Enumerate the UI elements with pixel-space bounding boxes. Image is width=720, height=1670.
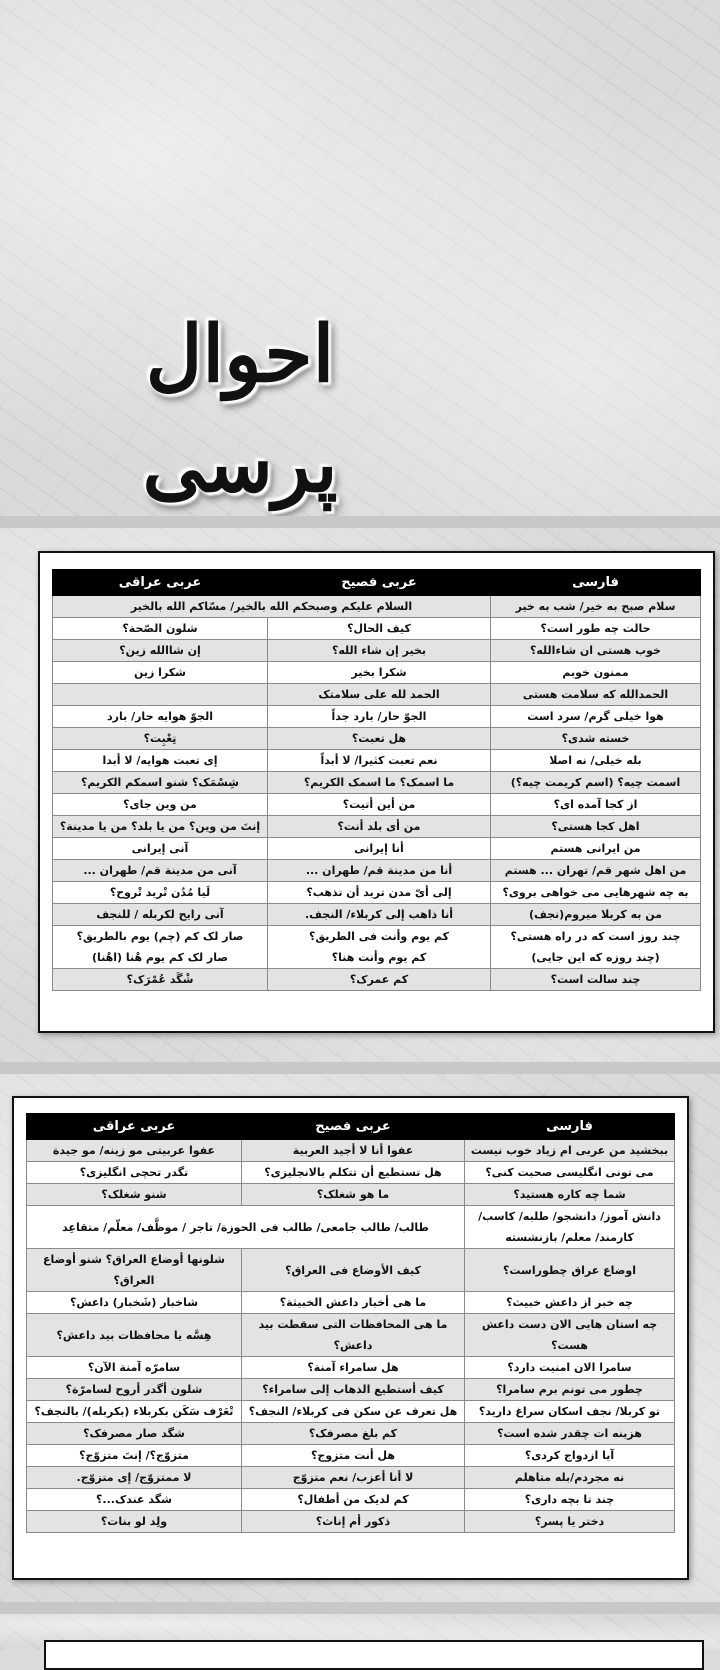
cell-iraqi: لا ممتزوّج/ إی متزوّج. [27,1467,242,1489]
cell-persian: الحمدالله که سلامت هستی [491,684,701,706]
cell-fusha: أنا ذاهب إلی کربلاء/ النجف. [268,904,491,926]
cell-persian: حالت چه طور است؟ [491,618,701,640]
cell-fusha: کیف الأوضاع فی العراق؟ [242,1249,465,1292]
cover-title: احوال پرسی [142,309,338,510]
cell-iraqi: شکرا زین [53,662,268,684]
cell-line: شلونها أوضاع العراق؟ شنو أوضاع [43,1253,225,1266]
cell-arabic-merged: طالب/ طالب جامعی/ طالب فی الحوزة/ تاجر / موظَّف/ معلّم/ متقاعِد [27,1206,465,1249]
table-row [27,1162,675,1184]
table-row [53,662,701,684]
cell-persian: خسته شدی؟ [491,728,701,750]
table-row [27,1292,675,1314]
table3-frame [44,1640,704,1670]
cell-persian: آیا ازدواج کردی؟ [465,1445,675,1467]
table-row [27,1445,675,1467]
cell-iraqi [53,684,268,706]
cell-fusha: ما هی المحافظات التی سقطت بید داعش؟ [242,1314,465,1357]
table-row [53,684,701,706]
cell-line: العراق؟ [113,1274,155,1287]
table-row [53,640,701,662]
cell-persian: چند سالت است؟ [491,969,701,991]
cell-fusha: ما اسمک؟ ما اسمک الکریم؟ [268,772,491,794]
header-fusha: عربی فصیح [268,570,491,596]
cell-iraqi: إنتَ من وین؟ من یا بلد؟ من یا مدینة؟ [53,816,268,838]
cell-iraqi: هِسَّه یا محافظات بید داعش؟ [27,1314,242,1357]
cell-line: هست؟ [551,1339,588,1352]
cell-persian [491,926,701,969]
cell-persian: خوب هستی ان شاءالله؟ [491,640,701,662]
table-row [53,596,701,618]
cell-fusha: شکرا بخیر [268,662,491,684]
cell-persian: دختر یا پسر؟ [465,1511,675,1533]
table-row [53,969,701,991]
table-row [27,1140,675,1162]
header-persian: فارسی [465,1114,675,1140]
cell-fusha: نعم تعبت کثیرا/ لا أبداً [268,750,491,772]
table-row [53,882,701,904]
cell-line: صار لک کم (چم) یوم بالطریق؟ [76,930,244,943]
cell-persian: بله خیلی/ نه اصلا [491,750,701,772]
table-row [53,728,701,750]
cell-iraqi: آنی رایح لکربله / للنجف [53,904,268,926]
cell-iraqi: إن شاالله زین؟ [53,640,268,662]
cell-iraqi [53,926,268,969]
cell-persian: می تونی انگلیسی صحبت کنی؟ [465,1162,675,1184]
table-row [53,860,701,882]
cell-persian: من ایرانی هستم [491,838,701,860]
cell-iraqi: آنی إیرانی [53,838,268,860]
cell-fusha: هل تستطیع أن تتکلم بالانجلیزی؟ [242,1162,465,1184]
cell-line: چند روز است که در راه هستی؟ [510,930,681,943]
cell-fusha: کم عمرک؟ [268,969,491,991]
table-row [27,1489,675,1511]
table-row [53,750,701,772]
cell-fusha: أنا إیرانی [268,838,491,860]
cell-fusha: من أی بلد أنت؟ [268,816,491,838]
header-fusha: عربی فصیح [242,1114,465,1140]
cell-line: دانش آموز/ دانشجو/ طلبه/ کاسب/ [478,1210,661,1223]
cell-fusha: هل أنت متزوج؟ [242,1445,465,1467]
cell-iraqi: تْعَرْف سَکَن بکربلاء (بکربله)/ بالنجف؟ [27,1401,242,1423]
cell-fusha: من أین أتیت؟ [268,794,491,816]
cell-persian: شما چه کاره هستید؟ [465,1184,675,1206]
table-row [53,706,701,728]
cell-fusha: ما هی أخبار داعش الخبیثة؟ [242,1292,465,1314]
greetings-table-2 [26,1113,675,1533]
cell-persian [465,1314,675,1357]
cell-fusha: ما هو شغلک؟ [242,1184,465,1206]
cell-iraqi: شنو شغلک؟ [27,1184,242,1206]
table-row [53,772,701,794]
cell-persian: تو کربلا/ نجف اسکان سراغ دارید؟ [465,1401,675,1423]
cell-iraqi: تگدر تحچی انگلیزی؟ [27,1162,242,1184]
cell-line: کم یوم وأنت فی الطریق؟ [308,930,450,943]
cell-fusha: عفوا أنا لا أجید العربیة [242,1140,465,1162]
cell-fusha: هل تعبت؟ [268,728,491,750]
cell-line: کارمند/ معلم/ بازنشسته [505,1231,634,1244]
table-row [53,904,701,926]
table-row [27,1467,675,1489]
cell-fusha: أنا من مدینة قم/ طهران ... [268,860,491,882]
header-iraqi: عربی عراقی [27,1114,242,1140]
cell-fusha: کیف أستطیع الذهاب إلی سامراء؟ [242,1379,465,1401]
table-row [53,838,701,860]
cell-persian: چند تا بچه داری؟ [465,1489,675,1511]
table-row [27,1379,675,1401]
cell-persian: هوا خیلی گرم/ سرد است [491,706,701,728]
page-separator [0,1062,720,1074]
cell-fusha: کیف الحال؟ [268,618,491,640]
cell-iraqi: شِسْمَک؟ شنو اسمکم الکریم؟ [53,772,268,794]
cell-persian: ببخشید من عربی ام زیاد خوب نیست [465,1140,675,1162]
cell-iraqi: لَیا مُدُن تْرید تْروح؟ [53,882,268,904]
cell-arabic-merged: السلام علیکم وصبحکم الله بالخیر/ مسّاکم الله بالخیر [53,596,491,618]
header-persian: فارسی [491,570,701,596]
greetings-table-1 [52,569,701,991]
cell-iraqi: شگد عندک...؟ [27,1489,242,1511]
cell-fusha: إلی أیّ مدن ترید أن تذهب؟ [268,882,491,904]
cell-line: صار لک کم یوم هْنا (اهْنا) [91,951,229,964]
cell-fusha: لا أنا أعزب/ نعم متزوّج [242,1467,465,1489]
cell-fusha: کم بلغ مصرفک؟ [242,1423,465,1445]
cell-persian: من اهل شهر قم/ تهران ... هستم [491,860,701,882]
cell-persian: ممنون خوبم [491,662,701,684]
table-row [53,618,701,640]
cell-persian: هزینه ات چقدر شده است؟ [465,1423,675,1445]
cell-iraqi: شگد صار مصرفک؟ [27,1423,242,1445]
table-row [53,816,701,838]
cell-iraqi: عفوا عربیتی مو زینه/ مو جیدة [27,1140,242,1162]
table-row [27,1184,675,1206]
header-iraqi: عربی عراقی [53,570,268,596]
cell-fusha [268,926,491,969]
cell-iraqi: متزوّج؟/ إنتَ متزوّج؟ [27,1445,242,1467]
cell-iraqi: شْگَد عُمْرَک؟ [53,969,268,991]
table-row [27,1314,675,1357]
cell-persian: نه مجردم/بله متاهلم [465,1467,675,1489]
table-row [27,1206,675,1249]
cell-persian: اسمت چیه؟ (اسم کریمت چیه؟) [491,772,701,794]
table-row [27,1249,675,1292]
cell-line: چه استان هایی الان دست داعش [481,1318,658,1331]
cell-persian: اوضاع عراق چطوراست؟ [465,1249,675,1292]
cell-iraqi: الجوّ هوایه حار/ بارد [53,706,268,728]
cell-persian: سلام صبح به خیر/ شب به خیر [491,596,701,618]
page-separator [0,516,720,528]
cell-iraqi: تِعْبِت؟ [53,728,268,750]
cell-fusha: کم لدیک من أطفال؟ [242,1489,465,1511]
cell-fusha: هل سامراء آمنة؟ [242,1357,465,1379]
cell-fusha: ذکور أم إناث؟ [242,1511,465,1533]
cell-iraqi: إی تعبت هوایه/ لا أبدا [53,750,268,772]
cell-fusha: بخیر إن شاء الله؟ [268,640,491,662]
cell-iraqi: سامرّه آمنة الآن؟ [27,1357,242,1379]
cell-iraqi: شاخبار (شَخبار) داعش؟ [27,1292,242,1314]
table-row [27,1511,675,1533]
cell-iraqi: من وین جای؟ [53,794,268,816]
cell-fusha: الحمد لله علی سلامتک [268,684,491,706]
table-header-row [53,570,701,596]
table-row [27,1401,675,1423]
table-row [27,1357,675,1379]
cell-persian: من به کربلا میروم(نجف) [491,904,701,926]
cell-iraqi [27,1249,242,1292]
cell-line: کم یوم وأنت هنا؟ [331,951,427,964]
cell-fusha: الجوّ حار/ بارد جداً [268,706,491,728]
page-separator [0,1602,720,1614]
cell-persian: چه خبر از داعش خبیث؟ [465,1292,675,1314]
cell-iraqi: شلون الصّحة؟ [53,618,268,640]
cell-iraqi: آنی من مدینة قم/ طهران ... [53,860,268,882]
cell-persian: به چه شهرهایی می خواهی بروی؟ [491,882,701,904]
cover-page [0,0,720,516]
cell-iraqi: ولِد لو بنات؟ [27,1511,242,1533]
table-row [53,794,701,816]
cell-iraqi: شلون أگدر أروح لسامرّة؟ [27,1379,242,1401]
table-header-row [27,1114,675,1140]
cell-persian: اهل کجا هستی؟ [491,816,701,838]
table-row [27,1423,675,1445]
cell-fusha: هل تعرف عن سکن فی کربلاء/ النجف؟ [242,1401,465,1423]
cell-persian: از کجا آمده ای؟ [491,794,701,816]
cell-line: (چند روزه که این جایی) [531,951,660,964]
cell-persian [465,1206,675,1249]
cell-persian: سامرا الان امنیت دارد؟ [465,1357,675,1379]
table-row [53,926,701,969]
cell-persian: چطور می تونم برم سامرا؟ [465,1379,675,1401]
